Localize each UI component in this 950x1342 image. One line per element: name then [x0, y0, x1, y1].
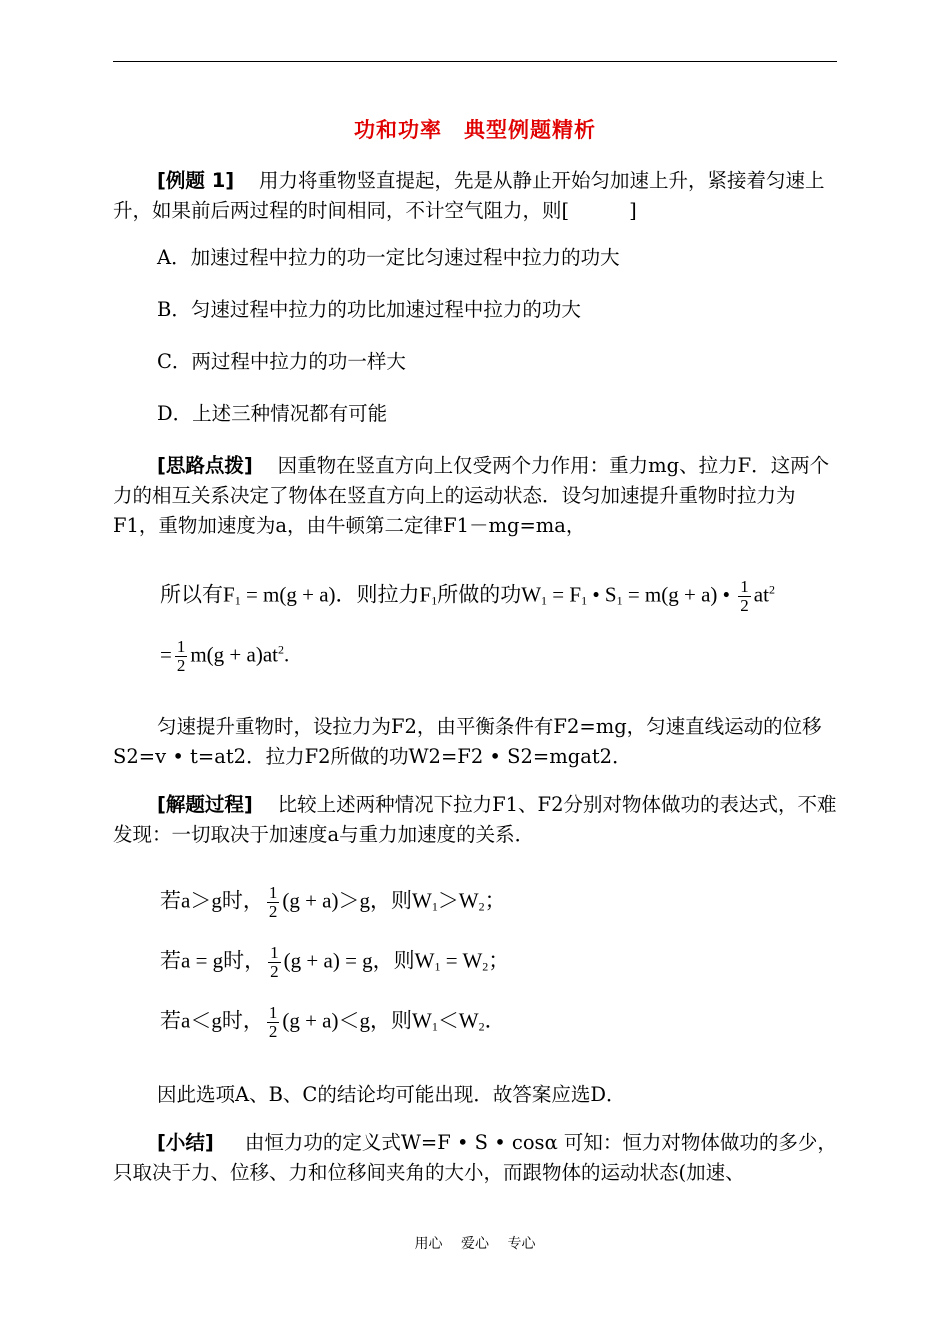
uniform-paragraph: 匀速提升重物时，设拉力为F2，由平衡条件有F2=mg，匀速直线运动的位移S2=v • t=at2．拉力F2所做的功W2=F2 • S2=mgat2．: [113, 715, 822, 768]
example-text: 用力将重物竖直提起，先是从静止开始匀加速上升，紧接着匀速上升，如果前后两过程的时间相同，不计空气阻力，则[: [113, 169, 825, 222]
case-row: 若a＜g时， $\frac{1}{2}$ (g + a)＜g，则$W_1<W_2$．: [160, 1003, 506, 1041]
case-row: 若a＞g时， $\frac{1}{2}$ (g + a)＞g，则$W_1>W_2$；: [160, 883, 506, 921]
fraction-half: $\frac{1}{2}$: [740, 577, 749, 615]
hint-tag: [思路点拨]: [157, 454, 253, 477]
example-tag: [例题 1]: [157, 169, 235, 192]
formula-line-2: = $\frac{1}{2}$ $m(g + a)at^2$.: [160, 637, 290, 675]
fraction-half: $\frac{1}{2}$: [268, 883, 278, 921]
summary-text: 由恒力功的定义式W=F • S • cosα 可知：恒力对物体做功的多少，只取决于力、位移、力和位移间夹角的大小，而跟物体的运动状态(加速、: [113, 1131, 837, 1184]
page-footer: 用心 爱心 专心: [414, 1236, 536, 1252]
case-row: 若a = g时， $\frac{1}{2}$ (g + a) = g，则$W_1 = W_2$；: [160, 943, 510, 981]
fraction-half: $\frac{1}{2}$: [270, 943, 279, 981]
summary-paragraph: [113, 1128, 837, 1188]
option-b: B．匀速过程中拉力的功比加速过程中拉力的功大: [157, 298, 581, 321]
solution-text: 比较上述两种情况下拉力F1、F2分别对物体做功的表达式，不难发现：一切取决于加速度a与重力加速度的关系．: [113, 793, 837, 846]
option-c: C．两过程中拉力的功一样大: [157, 350, 406, 373]
solution-paragraph: [113, 790, 837, 850]
hint-text: 因重物在竖直方向上仅受两个力作用：重力mg、拉力F．这两个力的相互关系决定了物体在竖直方向上的运动状态．设匀加速提升重物时拉力为F1，重物加速度为a，由牛顿第二定律F1－mg=ma，: [113, 454, 830, 537]
formula-line-1: 所以有$F_1 = m(g + a)$．则拉力$F_1$所做的功$W_1 = F_1$ • $S_1 = m(g + a)$ • $\frac{1}{2}$ $at^2$: [160, 577, 775, 615]
hint-paragraph: [113, 451, 837, 541]
conclusion: 因此选项A、B、C的结论均可能出现．故答案应选D．: [157, 1083, 626, 1106]
summary-tag: [小结]: [157, 1131, 214, 1154]
page-title: 功和功率 典型例题精析: [354, 118, 596, 142]
fraction-half: $\frac{1}{2}$: [176, 637, 186, 675]
example-close: ]: [629, 199, 637, 222]
solution-tag: [解题过程]: [157, 793, 253, 816]
fraction-half: $\frac{1}{2}$: [268, 1003, 278, 1041]
header-rule: [113, 61, 837, 62]
option-a: A．加速过程中拉力的功一定比匀速过程中拉力的功大: [157, 246, 620, 269]
example-paragraph: [113, 166, 837, 226]
option-d: D．上述三种情况都有可能: [157, 402, 388, 425]
